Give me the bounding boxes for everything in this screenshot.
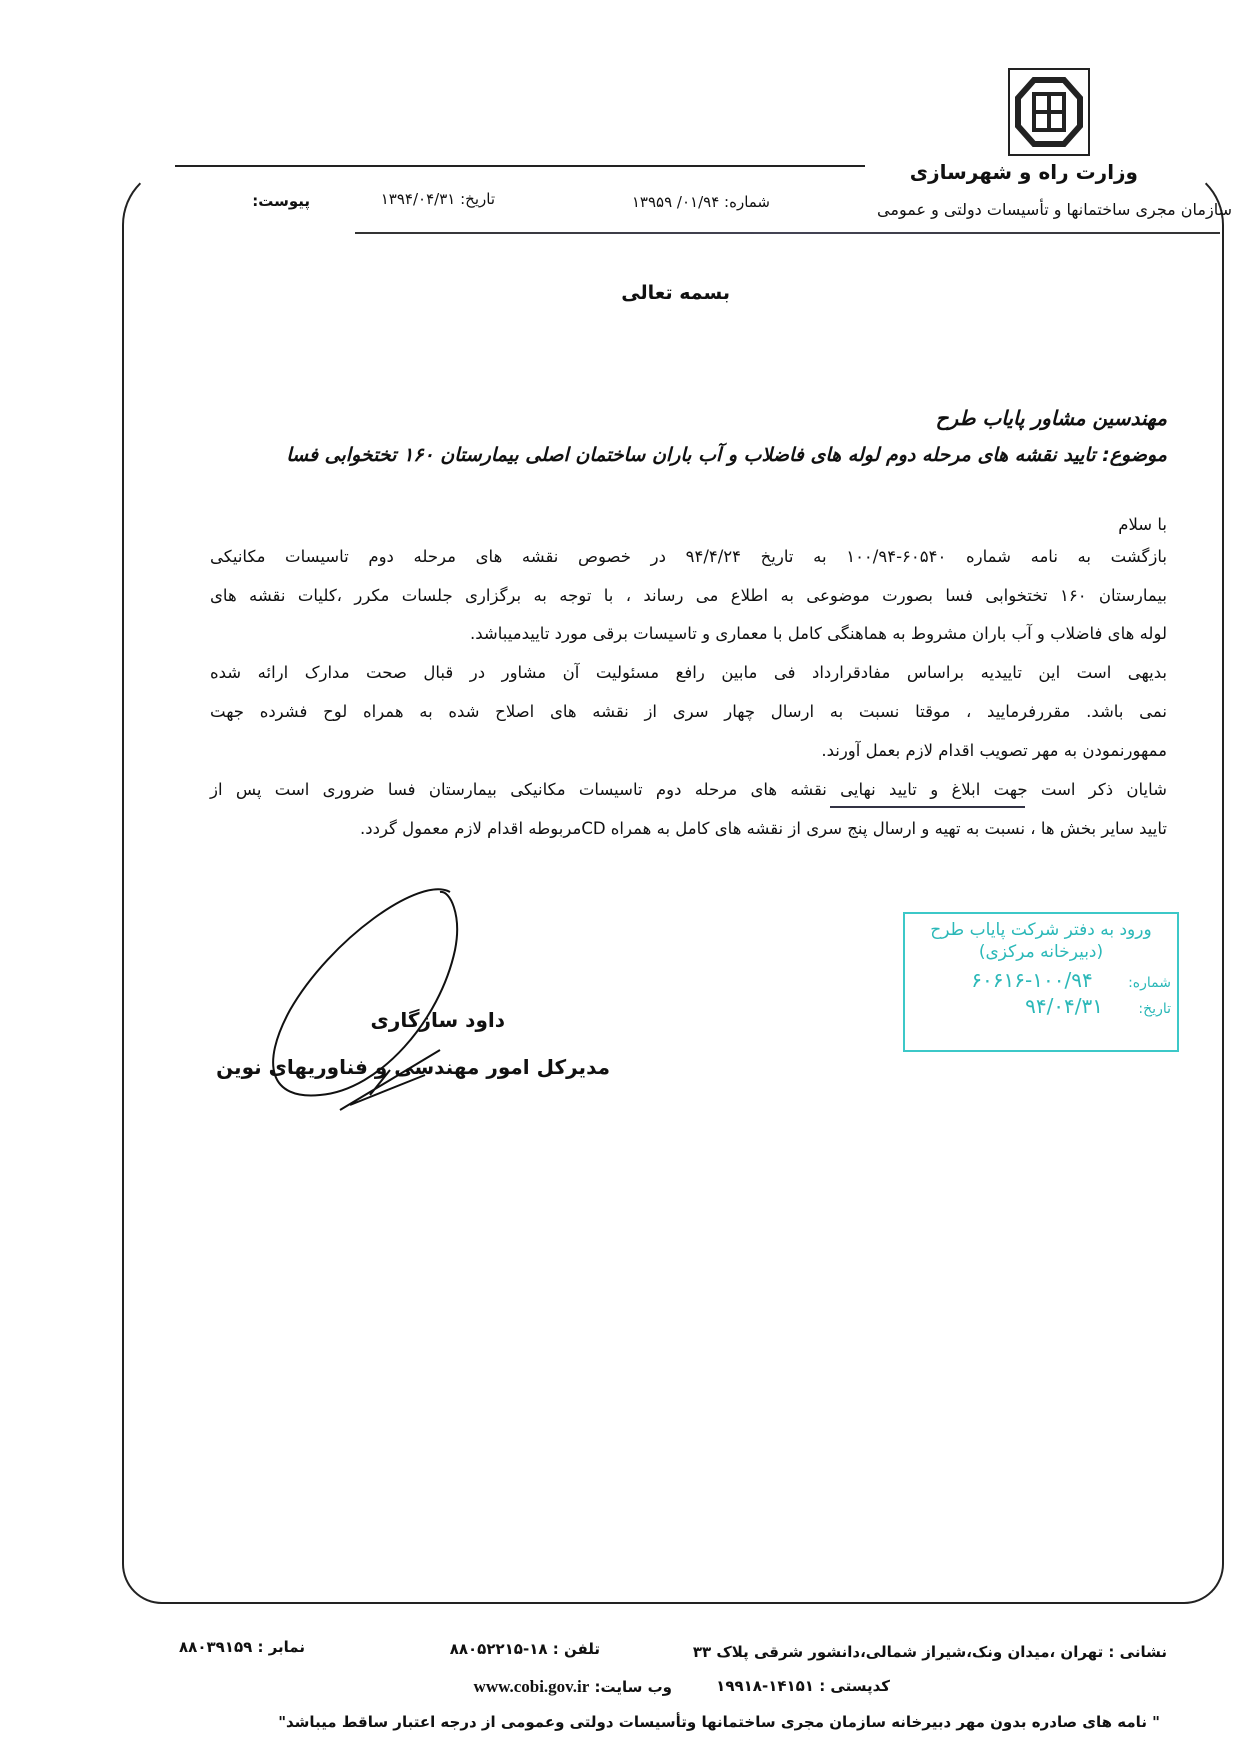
organization-name: سازمان مجری ساختمانها و تأسیسات دولتی و عمومی	[877, 200, 1232, 219]
stamp-date-row	[905, 994, 1171, 1018]
body-line: نمی باشد. مقررفرمایید ، موقتا نسبت به ارسال چهار سری از نقشه های اصلاح شده به همراه لوح فشرده جهت	[210, 702, 1167, 721]
footer-postal-code: کدپستی : ۱۴۱۵۱-۱۹۹۱۸	[716, 1677, 890, 1695]
ministry-name: وزارت راه و شهرسازی	[909, 160, 1138, 184]
stamp-date-label: تاریخ:	[1138, 1001, 1171, 1017]
body-line: بدیهی است این تاییدیه براساس مفادقرارداد فی مابین رافع مسئولیت آن مشاور در قبال صحت مدارک ارائه شده	[210, 663, 1167, 682]
date-label: تاریخ:	[460, 190, 495, 208]
website-link[interactable]: www.cobi.gov.ir	[473, 1677, 590, 1696]
body-line: تایید سایر بخش ها ، نسبت به تهیه و ارسال پنج سری از نقشه های کامل به همراه CDمربوطه اقدام لازم معمول گردد.	[360, 819, 1167, 838]
letter-date	[381, 190, 495, 208]
footer-address: نشانی : تهران ،میدان ونک،شیراز شمالی،دانشور شرقی پلاک ۳۳	[692, 1643, 1167, 1661]
subject: موضوع: تایید نقشه های مرحله دوم لوله های فاضلاب و آب باران ساختمان اصلی بیمارستان ۱۶۰ تختخوابی فسا	[286, 444, 1167, 466]
body-line: شایان ذکر است جهت ابلاغ و تایید نهایی نقشه های مرحله دوم تاسیسات مکانیکی بیمارستان فسا ضروری است پس از	[210, 780, 1167, 799]
header-top-rule	[175, 165, 865, 167]
stamp-number-label: شماره:	[1128, 975, 1171, 991]
header-divider	[355, 232, 1220, 234]
recipient: مهندسین مشاور پایاب طرح	[935, 406, 1167, 430]
ministry-logo	[1008, 68, 1090, 156]
letter-number	[632, 193, 770, 211]
signatory-title: مدیرکل امور مهندسی و فناوریهای نوین	[216, 1055, 610, 1079]
body-line: ممهورنمودن به مهر تصویب اقدام لازم بعمل آورند.	[821, 741, 1167, 760]
date-value: ۱۳۹۴/۰۴/۳۱	[380, 190, 456, 208]
basmala: بسمه تعالی	[621, 282, 730, 304]
footer-phone: تلفن : ۱۸-۸۸۰۵۲۲۱۵	[449, 1640, 600, 1658]
footer-notice: " نامه های صادره بدون مهر دبیرخانه سازمان مجری ساختمانها وتأسیسات دولتی وعمومی از درجه اعتبار ساقط میباشد"	[278, 1713, 1160, 1731]
stamp-subtitle: (دبیرخانه مرکزی)	[978, 942, 1104, 962]
footer-website	[474, 1677, 672, 1697]
website-label: وب سایت:	[594, 1678, 672, 1696]
number-value: ۰۱/۹۴/ ۱۳۹۵۹	[631, 193, 720, 211]
received-stamp	[903, 912, 1179, 1052]
greeting: با سلام	[1118, 515, 1167, 534]
body-line: بیمارستان ۱۶۰ تختخوابی فسا بصورت موضوعی به اطلاع می رساند ، با توجه به برگزاری جلسات مکرر ،کلیات نقشه های	[210, 586, 1167, 605]
stamp-number-value: ۱۰۰/۹۴-۶۰۶۱۶	[971, 968, 1093, 992]
body-line: بازگشت به نامه شماره ۶۰۵۴۰-۱۰۰/۹۴ به تاریخ ۹۴/۴/۲۴ در خصوص نقشه های مرحله دوم تاسیسات مکانیکی	[210, 547, 1167, 566]
stamp-date-value: ۹۴/۰۴/۳۱	[1025, 994, 1104, 1018]
emphasis-underline	[830, 806, 1025, 808]
footer-fax: نمابر : ۸۸۰۳۹۱۵۹	[179, 1638, 305, 1656]
signatory-name: داود سازگاری	[370, 1008, 505, 1032]
body-line: لوله های فاضلاب و آب باران مشروط به هماهنگی کامل با معماری و تاسیسات برقی مورد تاییدمیباشد.	[470, 624, 1167, 643]
attachment-label: پیوست:	[252, 192, 310, 210]
stamp-title: ورود به دفتر شرکت پایاب طرح	[930, 920, 1152, 940]
stamp-number-row	[905, 968, 1171, 992]
number-label: شماره:	[724, 193, 770, 211]
